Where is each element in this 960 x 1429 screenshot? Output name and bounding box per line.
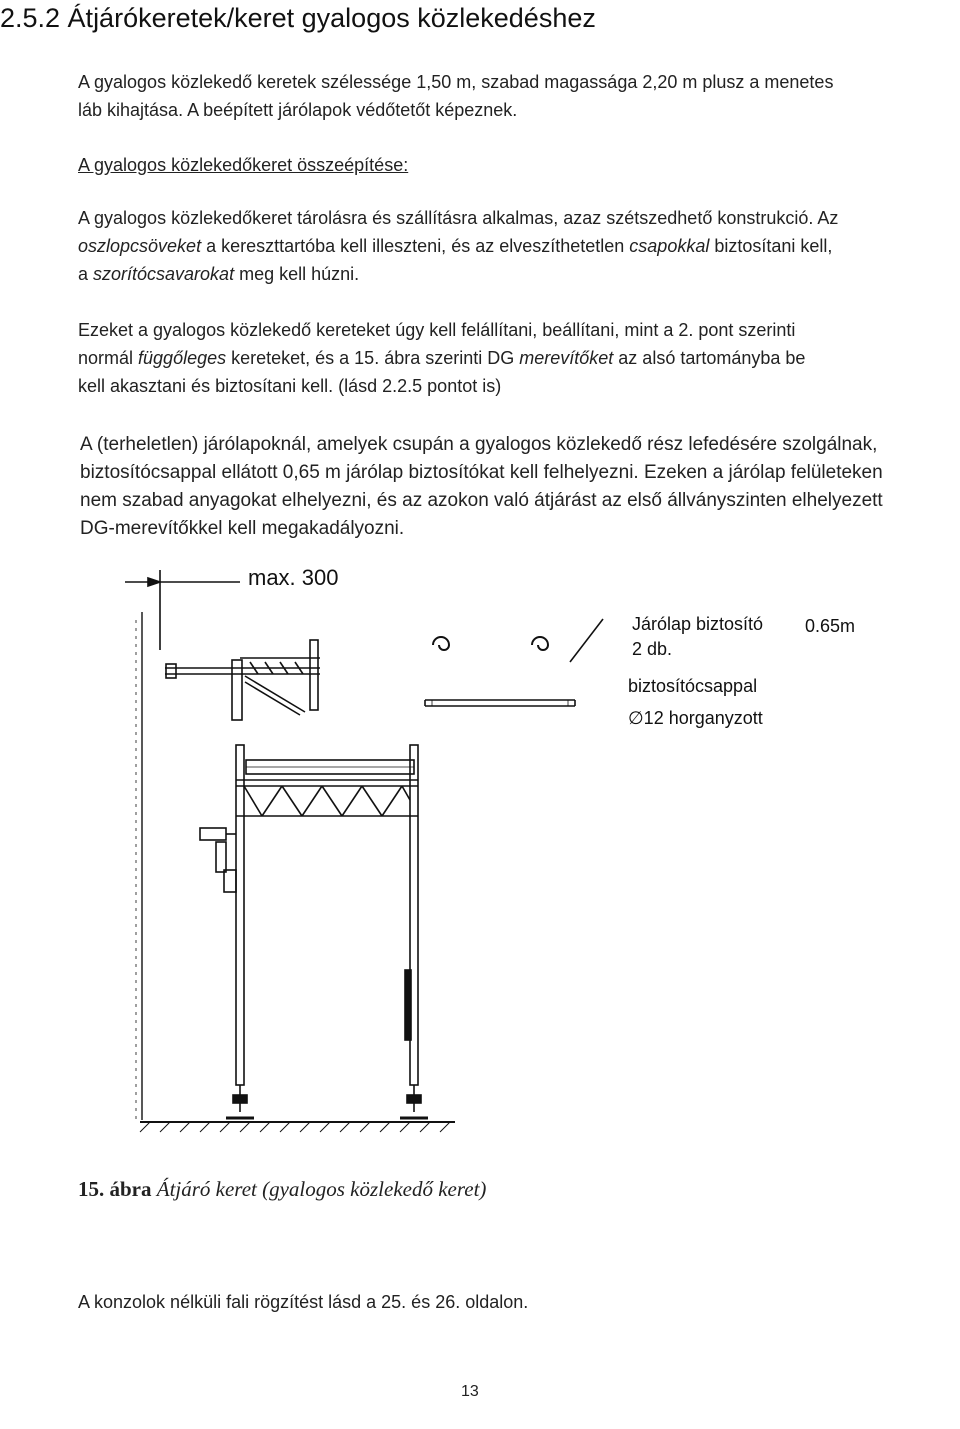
upper-console [165, 640, 320, 720]
text-line: biztosítócsappal ellátott 0,65 m járólap biztosítókat kell felhelyezni. Ezeken a járólap felületeken [80, 462, 883, 483]
text-line: nem szabad anyagokat elhelyezni, és az azokon való átjárást az első állványszinten elhelyezett [80, 490, 883, 511]
page-number: 13 [461, 1383, 479, 1400]
paragraph-wall-fixing [78, 1288, 958, 1316]
ground-line [140, 1122, 455, 1132]
text-line: A gyalogos közlekedő keretek szélessége 1,50 m, szabad magassága 2,20 m plusz a menetes [78, 72, 834, 92]
subheading-text: A gyalogos közlekedőkeret összeépítése: [78, 155, 409, 175]
frame-uprights [226, 745, 428, 1118]
italic-term: szorítócsavarokat [93, 264, 235, 284]
figure-caption [78, 1177, 486, 1202]
figure-number: 15. ábra [78, 1177, 152, 1201]
brace-clip [405, 970, 411, 1040]
text-run: az alsó tartományba be [613, 348, 806, 368]
dimension-label: max. 300 [248, 565, 339, 590]
text-line: A (terheletlen) járólapoknál, amelyek csupán a gyalogos közlekedő rész lefedésére szolgálnak, [80, 434, 878, 455]
text-run: meg kell húzni. [234, 264, 360, 284]
text-line: láb kihajtása. A beépített járólapok védőtetőt képeznek. [78, 100, 518, 120]
text-run: a [78, 264, 94, 284]
label-count: 2 db. [632, 639, 673, 659]
label-walkboard-lock: Járólap biztosító [632, 614, 764, 634]
italic-term: csapokkal [629, 236, 710, 256]
wall [136, 612, 142, 1120]
text-line: A konzolok nélküli fali rögzítést lásd a 25. és 26. oldalon. [78, 1292, 529, 1312]
label-pin: biztosítócsappal [628, 676, 758, 696]
text-line: kell akasztani és biztosítani kell. (lásd 2.2.5 pontot is) [78, 376, 502, 396]
italic-term: függőleges [138, 348, 227, 368]
text-run: a kereszttartóba kell illeszteni, és az elveszíthetetlen [201, 236, 630, 256]
text-line: DG-merevítőkkel kell megakadályozni. [80, 518, 405, 539]
label-length: 0.65m [805, 616, 856, 636]
text-line: A gyalogos közlekedőkeret tárolásra és szállításra alkalmas, azaz szétszedhető konstrukció. Az [78, 208, 839, 228]
walkboard-lock-parts [425, 619, 603, 706]
section-heading: 2.5.2 Átjárókeretek/keret gyalogos közlekedéshez [0, 3, 596, 33]
top-truss [236, 760, 418, 816]
lower-console [200, 828, 236, 892]
figure-title: Átjáró keret (gyalogos közlekedő keret) [156, 1177, 487, 1201]
italic-term: oszlopcsöveket [78, 236, 202, 256]
italic-term: merevítőket [519, 348, 614, 368]
text-run: normál [78, 348, 139, 368]
label-galvanized: ∅12 horganyzott [628, 708, 763, 728]
text-run: kereteket, és a 15. ábra szerinti DG [226, 348, 520, 368]
text-line: Ezeket a gyalogos közlekedő kereteket úgy kell felállítani, beállítani, mint a 2. pont szerinti [78, 320, 796, 340]
text-run: biztosítani kell, [709, 236, 833, 256]
